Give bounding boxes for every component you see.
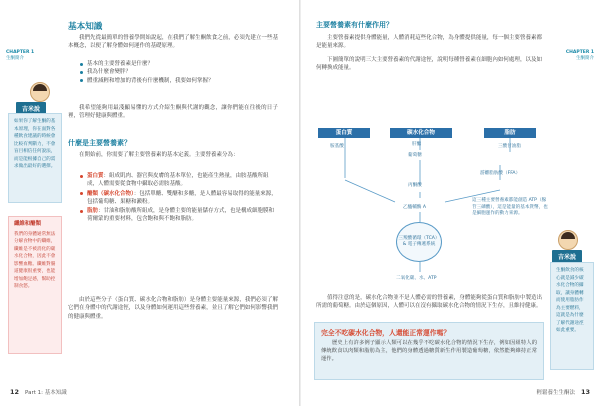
footer-left — [10, 388, 67, 396]
ffa-label: 游離脂肪酸（FFA） — [480, 171, 521, 176]
intro-paragraph: 我們先從最簡單的營養學開始說起，在我們了解生酮飲食之前，必須先建立一些基本概念，以便了解身體如何運作的基礎原理。 — [68, 35, 278, 50]
pyruvate-label: 丙酮酸 — [408, 183, 422, 188]
box-body: 歷史上有許多例子顯示人類可以在幾乎不吃碳水化合物的情況下生存，例如因紐特人的傳統飲食以肉類和脂肪為主，他們的身體透過糖質新生作用製造葡萄糖，依然能夠維持正常運作。 — [321, 340, 537, 362]
acetyl-coa-label: 乙醯輔酶 A — [403, 205, 426, 210]
carb-question-box — [314, 322, 544, 380]
glycogen-label: 肝醣 — [412, 142, 422, 147]
diagram-note: 這三種主要營養素都能創造 ATP（腺苷三磷酸），這是能量的基本貨幣，也是細胞運作的動力來源。 — [472, 198, 548, 216]
section-heading: 基本知識 — [68, 22, 103, 32]
fiber-box — [8, 216, 62, 354]
question-item: 我為什麼會變胖？ — [80, 68, 278, 76]
closing-paragraph: 我希望能夠用最淺顯易懂的方式介紹生酮與代謝的觀念，讓你們能在往後的日子裡，管理好健康與體重。 — [68, 105, 278, 120]
page-number: 12 — [10, 388, 20, 396]
question-item: 基本的主要營養素是什麼？ — [80, 60, 278, 68]
glucose-label: 葡萄糖 — [408, 153, 422, 158]
author-avatar — [30, 82, 50, 102]
question-list — [80, 60, 278, 85]
macro-item-carb: 醣類（碳水化合物）：包括單醣、雙醣和多醣，是人體最容易取得的能量來源，包括葡萄糖、果糖和澱粉。 — [80, 190, 278, 207]
page-number: 13 — [580, 388, 590, 396]
footer-right — [536, 388, 590, 396]
sub-heading: 什麼是主要營養素？ — [68, 139, 131, 147]
macro-list — [80, 172, 278, 225]
triglyceride-label: 三酸甘油脂 — [498, 144, 521, 149]
macro-item-protein: 蛋白質：組成肌肉、器官與皮膚的基本單位，也能產生熱量，由胺基酸所組成，人體需要從食物中攝取必需胺基酸。 — [80, 172, 278, 189]
callout-badge: 吉米說 — [552, 250, 582, 263]
chapter-sub: 生酮簡介 — [6, 56, 24, 61]
amino-acid-label: 胺基酸 — [330, 144, 344, 149]
chapter-tab-left — [6, 50, 34, 62]
callout-box: 生酮飲食的核心就是減少碳水化合物的攝取，讓身體轉而使用脂肪作為主要燃料，這就是為什麼了解代謝途徑如此重要。 — [550, 262, 594, 370]
macro-intro: 在開始前，你需要了解主要營養素的基本定義。主要營養素分為： — [79, 152, 239, 158]
output-label: 二氧化碳、水、ATP — [396, 276, 437, 281]
book-title: 輕鬆養生生酮法 — [536, 390, 575, 396]
macro-close: 由於這些分子（蛋白質、碳水化合物和脂肪）是身體主要能量來源，我們必須了解它們在身體中的代謝途徑，以及身體如何運用這些營養素，並且了解它們如何影響我們的健康與體重。 — [68, 297, 278, 320]
protein-box: 蛋白質 — [318, 128, 370, 138]
macro-item-fat: 脂肪：甘油和脂肪酸所組成，是身體主要的能量儲存方式，也是構成細胞膜和荷爾蒙的重要材料，包含飽和與不飽和脂肪。 — [80, 207, 278, 224]
callout-badge: 吉米說 — [16, 102, 46, 115]
author-avatar — [558, 230, 578, 250]
section-heading: 主要營養素有什麼作用？ — [316, 21, 393, 29]
carb-box: 碳水化合物 — [390, 128, 452, 138]
box-title: 完全不吃碳水化合物，人還能正常運作嗎？ — [321, 329, 451, 337]
right-page — [300, 0, 600, 406]
chapter-label: CHAPTER 1 — [6, 50, 35, 55]
paragraph-2: 下圖簡單的說明三大主要營養素的代謝途徑，說明每種營養素在細胞內如何處理，以及如何轉換成能量。 — [316, 57, 542, 72]
fat-box: 脂肪 — [484, 128, 536, 138]
tca-cycle: 三羧酸循環（TCA）& 電子傳遞系統 — [396, 222, 442, 262]
fiber-box-title: 纖維和醣類 — [14, 221, 41, 227]
question-item: 體重減輕和增加的背後有什麼機制，我要如何掌握？ — [80, 77, 278, 85]
chapter-sub: 生酮簡介 — [576, 56, 594, 61]
chapter-label: CHAPTER 1 — [565, 50, 594, 55]
paragraph-3: 值得注意的是，碳水化合物並不是人體必需的營養素，身體能夠從蛋白質和脂肪中製造出所需的葡萄糖。由於這個原因，人體可以在沒有攝取碳水化合物的情況下生存，且維持健康。 — [316, 295, 542, 310]
part-label: Part 1: 基本知識 — [25, 390, 67, 396]
paragraph-1: 主要營養素提供身體能量，人體消耗這些化合物，為身體提供能量，每一個主要營養素都是能量來源。 — [316, 35, 542, 50]
fiber-box-text: 我們的身體通常無法分解食物中的纖維，纖維是不被消化的碳水化合物，因此不會影響血糖。纖維對腸道健康很重要，也能增加飽足感，幫助控制食慾。 — [14, 231, 56, 289]
callout-box: 如果你了解生酮的基本原理，你在面對各種飲食建議的時候會比較有判斷力，不會盲目相信任何說法，而是能根據自己的需求做出最好的選擇。 — [8, 113, 62, 203]
